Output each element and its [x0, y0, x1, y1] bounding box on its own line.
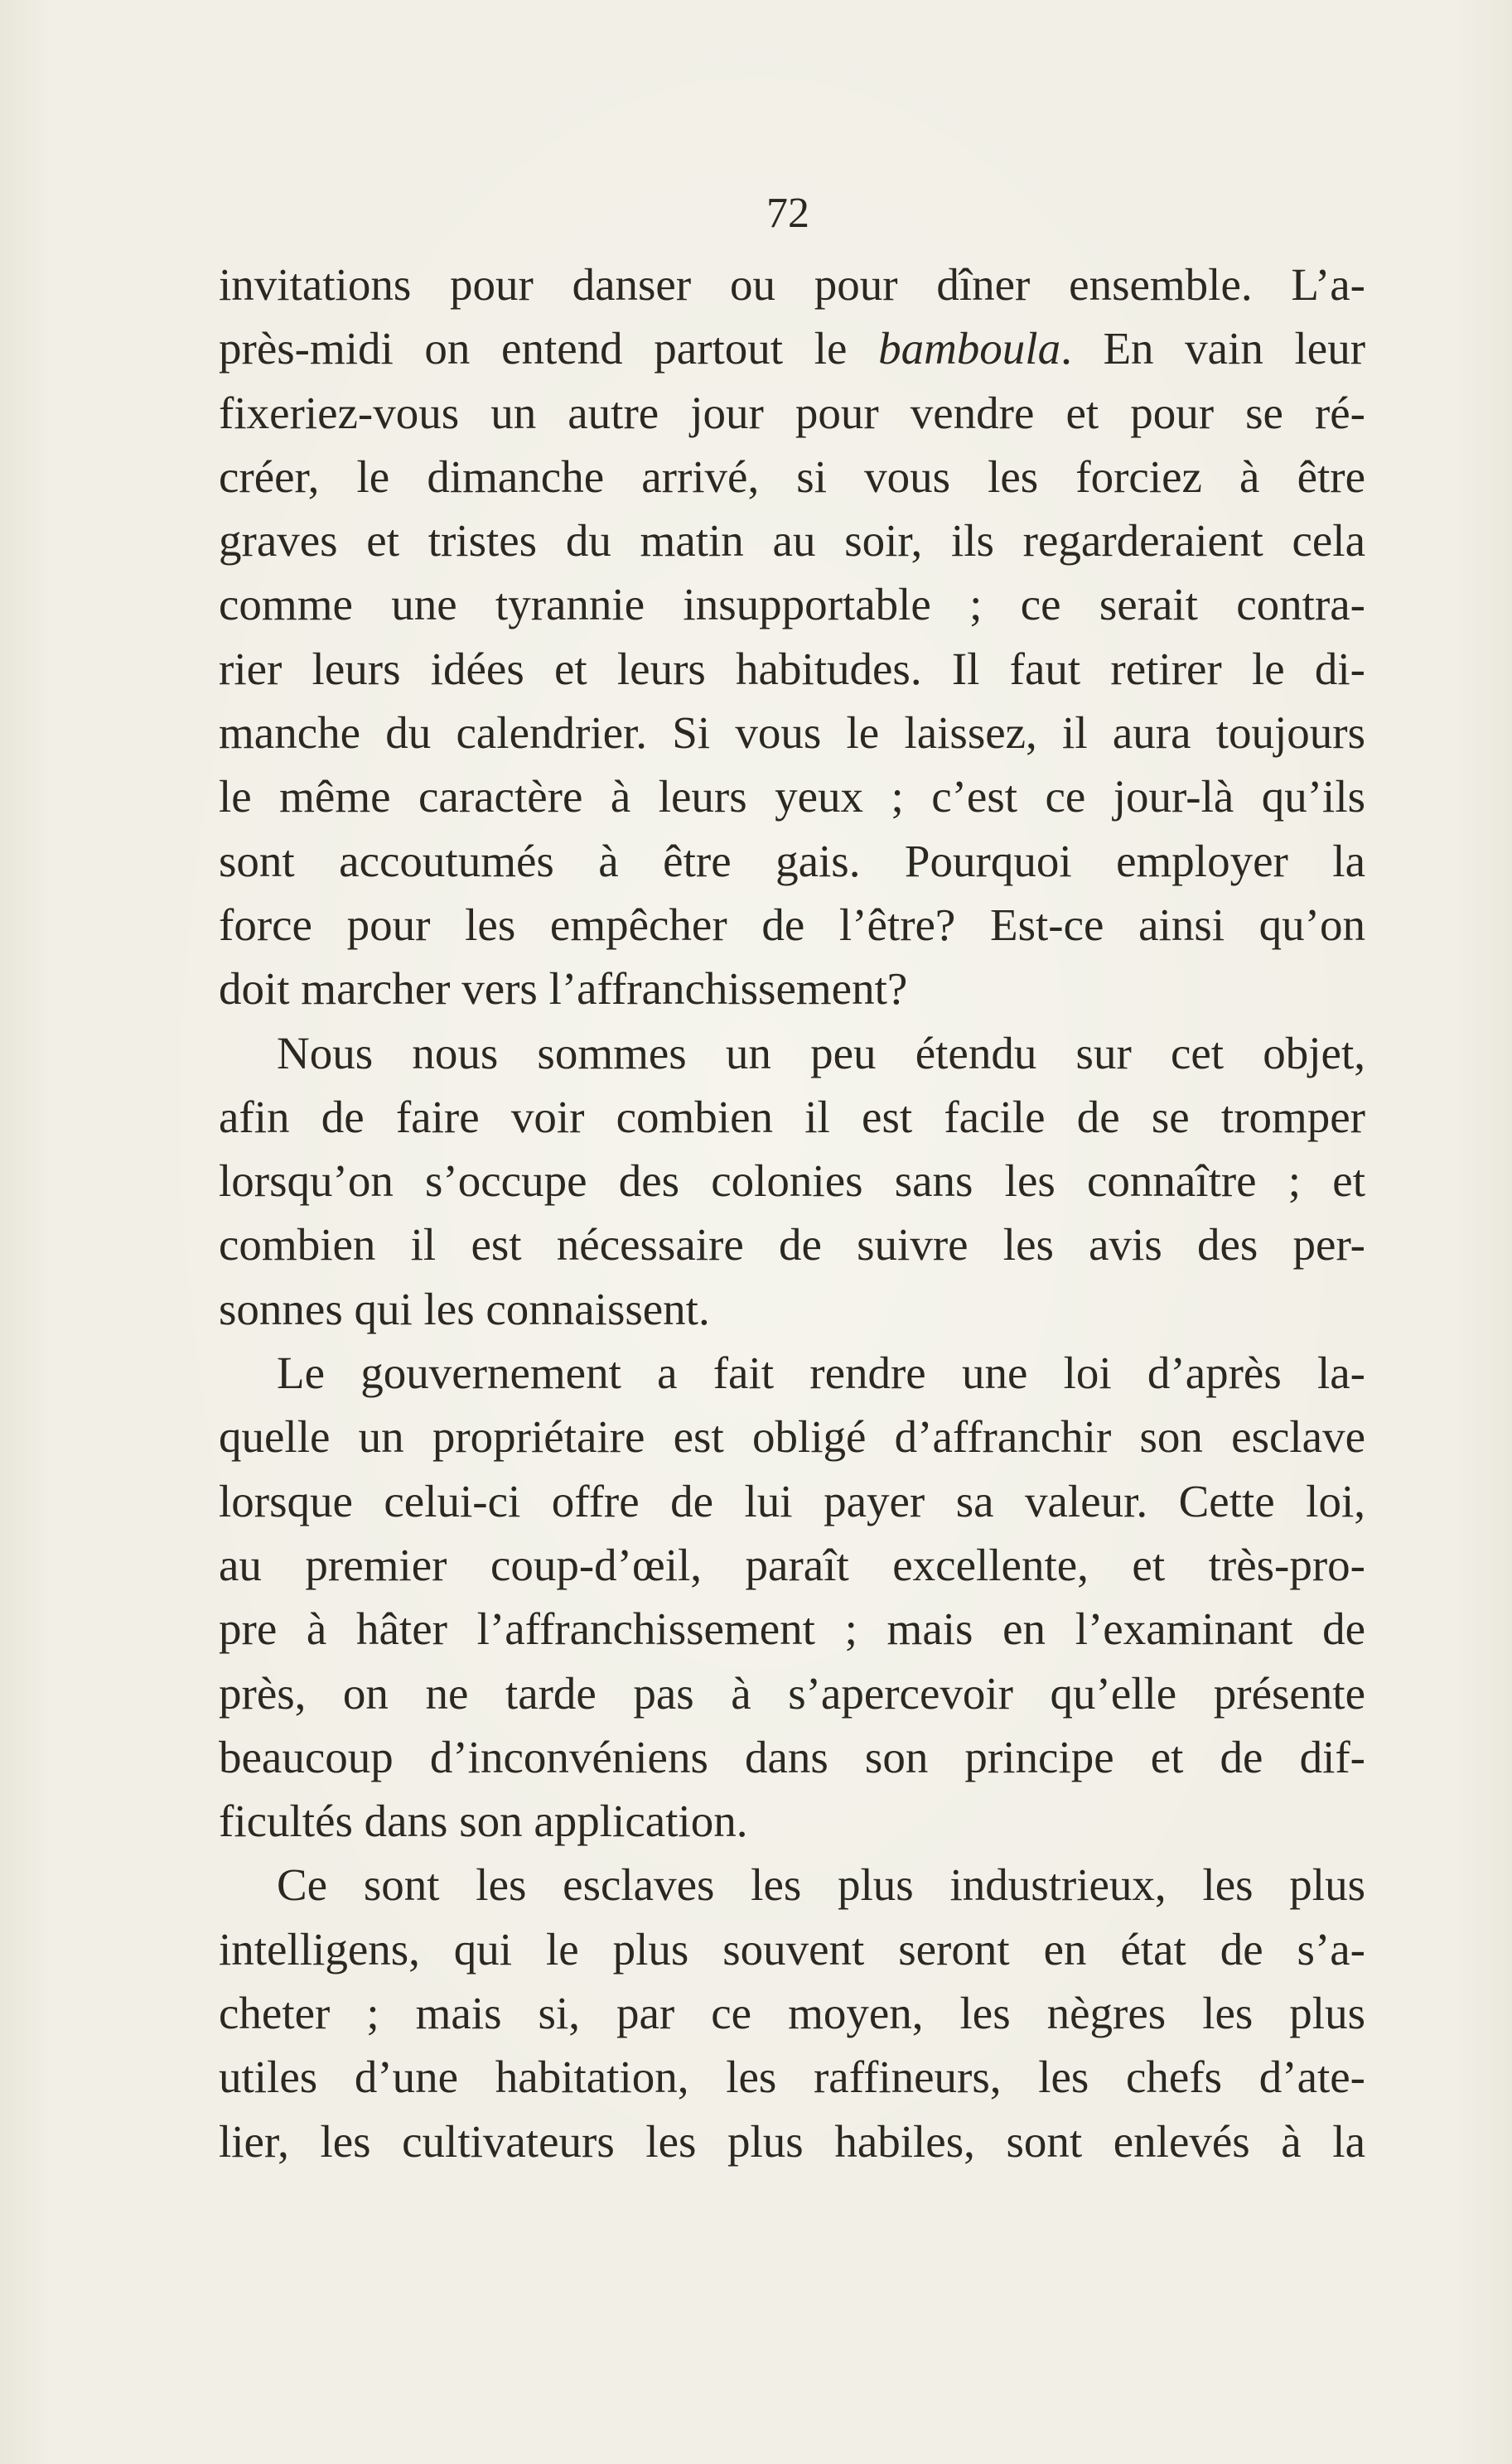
page-number: 72 — [766, 190, 809, 237]
text-line: au premier coup-d’œil, paraît excellente, et très-pro- — [219, 1539, 1365, 1590]
text-line: le même caractère à leurs yeux ; c’est ce jour-là qu’ils — [219, 771, 1365, 822]
text-line: Nous nous sommes un peu étendu sur cet objet, — [277, 1027, 1365, 1078]
text-line: ficultés dans son application. — [219, 1796, 748, 1847]
text-line: doit marcher vers l’affranchissement? — [219, 963, 908, 1015]
text-line: rier leurs idées et leurs habitudes. Il faut retirer le di- — [219, 643, 1365, 694]
text-line: fixeriez-vous un autre jour pour vendre et pour se ré- — [219, 387, 1365, 438]
text-line: beaucoup d’inconvéniens dans son principe et de dif- — [219, 1731, 1365, 1782]
text-line: intelligens, qui le plus souvent seront en état de s’a- — [219, 1923, 1365, 1975]
text-line: sonnes qui les connaissent. — [219, 1283, 710, 1334]
text-line: près, on ne tarde pas à s’apercevoir qu’elle présente — [219, 1667, 1365, 1719]
body-text — [219, 253, 1365, 2173]
italic-term: bamboula — [878, 323, 1061, 374]
text-line: invitations pour danser ou pour dîner ensemble. L’a- — [219, 259, 1365, 310]
text-line: Ce sont les esclaves les plus industrieux, les plus — [277, 1859, 1365, 1911]
text-line: lorsque celui-ci offre de lui payer sa valeur. Cette loi, — [219, 1475, 1365, 1526]
text-line: manche du calendrier. Si vous le laissez, il aura toujours — [219, 707, 1365, 759]
text-line: comme une tyrannie insupportable ; ce serait contra- — [219, 579, 1365, 630]
text-line: utiles d’une habitation, les raffineurs, les chefs d’ate- — [219, 2052, 1365, 2103]
text-line: Le gouvernement a fait rendre une loi d’après la- — [277, 1348, 1365, 1399]
text-line: force pour les empêcher de l’être? Est-ce ainsi qu’on — [219, 899, 1365, 950]
text-line: lier, les cultivateurs les plus habiles, sont enlevés à la — [219, 2115, 1365, 2167]
text-line: lorsqu’on s’occupe des colonies sans les connaître ; et — [219, 1155, 1365, 1207]
text-line: cheter ; mais si, par ce moyen, les nègres les plus — [219, 1988, 1365, 2039]
text-line: créer, le dimanche arrivé, si vous les forciez à être — [219, 451, 1365, 502]
text-line: sont accoutumés à être gais. Pourquoi employer la — [219, 835, 1365, 886]
text-line: afin de faire voir combien il est facile de se tromper — [219, 1091, 1365, 1142]
text-line — [219, 316, 1365, 380]
text-line: pre à hâter l’affranchissement ; mais en l’examinant de — [219, 1603, 1365, 1655]
text-segment: près-midi on entend partout le — [219, 323, 879, 374]
text-line: combien il est nécessaire de suivre les avis des per- — [219, 1219, 1365, 1271]
text-segment: . En vain leur — [1060, 323, 1365, 374]
text-line: quelle un propriétaire est obligé d’affranchir son esclave — [219, 1411, 1365, 1463]
text-line: graves et tristes du matin au soir, ils regarderaient cela — [219, 515, 1365, 567]
